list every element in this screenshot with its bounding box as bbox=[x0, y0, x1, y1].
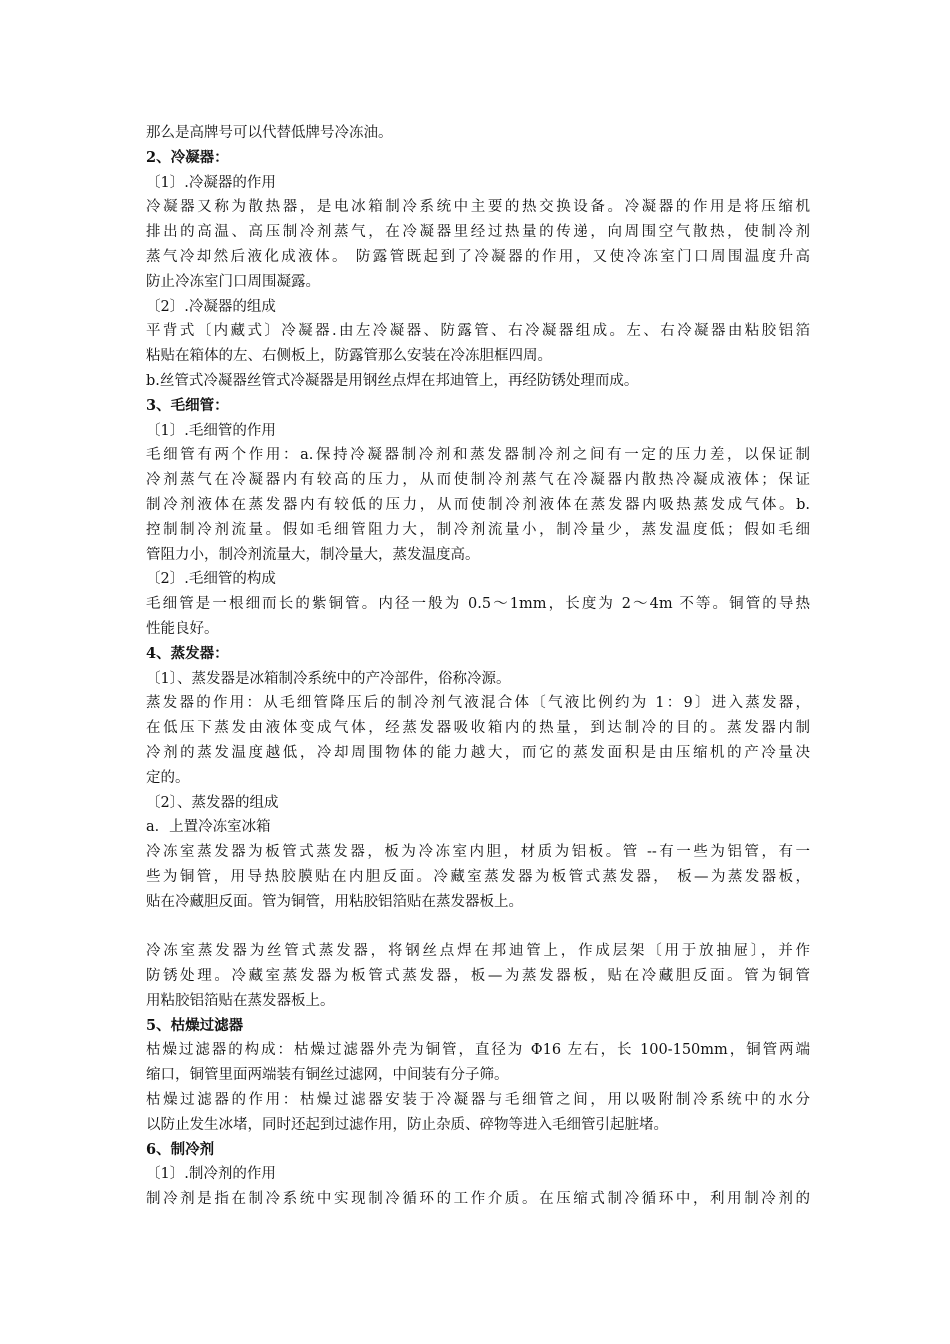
text-line: b.丝管式冷凝器丝管式冷凝器是用钢丝点焊在邦迪管上，再经防锈处理而成。 bbox=[146, 372, 639, 389]
text-line: 冷凝器又称为散热器，是电冰箱制冷系统中主要的热交换设备。冷凝器的作用是将压缩机 bbox=[146, 199, 810, 216]
text-line: 〔2〕、蒸发器的组成 bbox=[146, 794, 279, 811]
text-line: 定的。 bbox=[146, 769, 190, 786]
section-heading: 2、冷凝器： bbox=[146, 148, 229, 166]
text-line: 那么是高牌号可以代替低牌号冷冻油。 bbox=[146, 125, 393, 141]
text-line: 以防止发生冰堵，同时还起到过滤作用，防止杂质、碎物等进入毛细管引起脏堵。 bbox=[146, 1116, 668, 1133]
text-line: 制冷剂液体在蒸发器内有较低的压力，从而使制冷剂液体在蒸发器内吸热蒸发成气体。b. bbox=[146, 496, 810, 513]
text-line: 性能良好。 bbox=[146, 620, 219, 637]
text-line: 冷剂的蒸发温度越低，冷却周围物体的能力越大，而它的蒸发面积是由压缩机的产冷量决 bbox=[146, 744, 810, 761]
text-line: 些为铜管，用导热胶膜贴在内胆反面。冷藏室蒸发器为板管式蒸发器， 板—为蒸发器板， bbox=[146, 868, 810, 885]
text-line: 用粘胶铝箔贴在蒸发器板上。 bbox=[146, 992, 335, 1009]
text-line: 平背式〔内藏式〕冷凝器.由左冷凝器、防露管、右冷凝器组成。左、右冷凝器由粘胶铝箔 bbox=[146, 323, 810, 340]
text-line: 枯燥过滤器的作用：枯燥过滤器安装于冷凝器与毛细管之间，用以吸附制冷系统中的水分 bbox=[146, 1092, 810, 1109]
text-line: 粘贴在箱体的左、右侧板上，防露管那么安装在冷冻胆框四周。 bbox=[146, 348, 552, 365]
text-line: 冷剂蒸气在冷凝器内有较高的压力，从而使制冷剂蒸气在冷凝器内散热冷凝成液体；保证 bbox=[146, 472, 810, 489]
text-line: a．上置冷冻室冰箱 bbox=[146, 819, 271, 836]
text-line: 毛细管有两个作用：a.保持冷凝器制冷剂和蒸发器制冷剂之间有一定的压力差，以保证制 bbox=[146, 447, 810, 464]
text-line: 防锈处理。冷藏室蒸发器为板管式蒸发器，板—为蒸发器板，贴在冷藏胆反面。管为铜管 bbox=[146, 968, 810, 985]
section-heading: 4、蒸发器： bbox=[146, 644, 229, 662]
text-line: 防止冷冻室门口周围凝露。 bbox=[146, 273, 320, 290]
text-line: 〔1〕、蒸发器是冰箱制冷系统中的产冷部件，俗称冷源。 bbox=[146, 670, 511, 687]
section-heading: 5、枯燥过滤器 bbox=[146, 1016, 244, 1034]
text-line: 〔1〕.制冷剂的作用 bbox=[146, 1166, 276, 1183]
text-line: 〔1〕.毛细管的作用 bbox=[146, 422, 276, 439]
text-line: 〔1〕.冷凝器的作用 bbox=[146, 174, 276, 191]
text-line: 冷冻室蒸发器为丝管式蒸发器，将钢丝点焊在邦迪管上，作成层架〔用于放抽屉〕，并作 bbox=[146, 943, 810, 960]
text-line: 冷冻室蒸发器为板管式蒸发器，板为冷冻室内胆，材质为铝板。管 --有一些为铝管，有一 bbox=[146, 844, 810, 861]
text-line: 管阻力小，制冷剂流量大，制冷量大，蒸发温度高。 bbox=[146, 546, 480, 563]
text-line: 〔2〕.毛细管的构成 bbox=[146, 571, 276, 588]
text-line: 缩口，铜管里面两端装有铜丝过滤网，中间装有分子筛。 bbox=[146, 1067, 509, 1084]
text-line: 蒸气冷却然后液化成液体。 防露管既起到了冷凝器的作用，又使冷冻室门口周围温度升高 bbox=[146, 248, 810, 265]
section-heading: 6、制冷剂 bbox=[146, 1140, 215, 1158]
text-line: 〔2〕.冷凝器的组成 bbox=[146, 298, 276, 315]
text-line: 排出的高温、高压制冷剂蒸气，在冷凝器里经过热量的传递，向周围空气散热，使制冷剂 bbox=[146, 224, 810, 241]
text-line: 在低压下蒸发由液体变成气体，经蒸发器吸收箱内的热量，到达制冷的目的。蒸发器内制 bbox=[146, 720, 810, 737]
blank-line bbox=[146, 915, 810, 940]
text-line: 蒸发器的作用：从毛细管降压后的制冷剂气液混合体〔气液比例约为 1：9〕进入蒸发器， bbox=[146, 695, 810, 712]
section-heading: 3、毛细管： bbox=[146, 396, 229, 414]
text-line: 控制制冷剂流量。假如毛细管阻力大，制冷剂流量小，制冷量少，蒸发温度低；假如毛细 bbox=[146, 521, 810, 538]
document-page bbox=[146, 121, 810, 1212]
text-line: 制冷剂是指在制冷系统中实现制冷循环的工作介质。在压缩式制冷循环中，利用制冷剂的 bbox=[146, 1191, 810, 1208]
text-line: 贴在冷藏胆反面。管为铜管，用粘胶铝箔贴在蒸发器板上。 bbox=[146, 893, 523, 910]
text-line: 枯燥过滤器的构成：枯燥过滤器外壳为铜管，直径为 Φ16 左右，长 100-150mm，铜管两端 bbox=[146, 1042, 810, 1059]
text-line: 毛细管是一根细而长的紫铜管。内径一般为 0.5～1mm，长度为 2～4m 不等。铜管的导热 bbox=[146, 596, 810, 613]
